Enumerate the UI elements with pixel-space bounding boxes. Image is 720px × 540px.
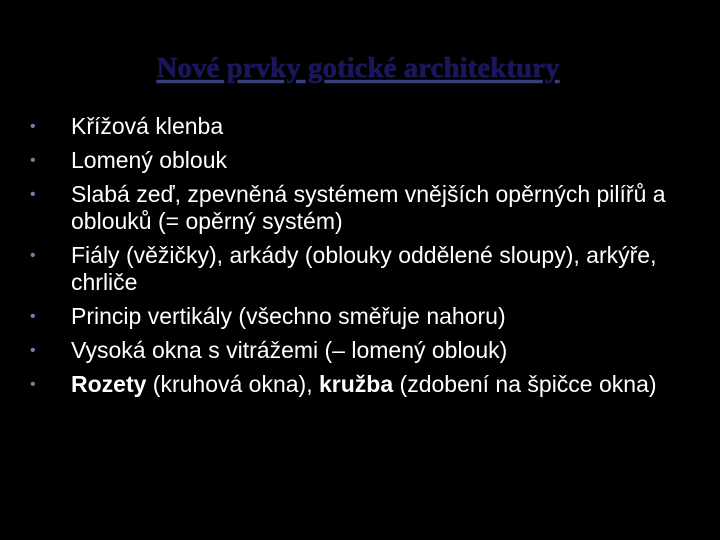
bullet-icon: • (30, 186, 36, 203)
bullet-icon: • (30, 342, 36, 359)
slide-title-text: Nové prvky gotické architektury (156, 52, 560, 84)
bullet-bold-text: kružba (319, 371, 394, 397)
bullet-bold-text: Rozety (71, 371, 147, 397)
bullet-item (28, 181, 698, 235)
bullet-text: (kruhová okna), (146, 371, 319, 397)
bullet-item (28, 337, 698, 364)
bullet-text: Vysoká okna s vitrážemi (– lomený oblouk) (71, 337, 508, 363)
bullet-text: (zdobení na špičce okna) (393, 371, 657, 397)
slide-title (0, 50, 716, 86)
bullet-item (28, 113, 698, 140)
bullet-icon: • (30, 376, 36, 393)
bullet-icon: • (30, 308, 36, 325)
bullet-text: Křížová klenba (71, 113, 224, 139)
bullet-icon: • (30, 118, 36, 135)
bullet-item (28, 303, 698, 330)
bullet-item (28, 371, 698, 398)
bullet-item (28, 147, 698, 174)
bullet-text: Slabá zeď, zpevněná systémem vnějších opěrných pilířů a oblouků (= opěrný systém) (71, 181, 666, 234)
bullet-icon: • (30, 152, 36, 169)
bullet-text: Princip vertikály (všechno směřuje nahoru) (71, 303, 506, 329)
bullet-list (28, 113, 698, 405)
bullet-icon: • (30, 247, 36, 264)
bullet-text: Fiály (věžičky), arkády (oblouky oddělené sloupy), arkýře, chrliče (71, 242, 657, 295)
bullet-text: Lomený oblouk (71, 147, 227, 173)
bullet-item (28, 242, 698, 296)
